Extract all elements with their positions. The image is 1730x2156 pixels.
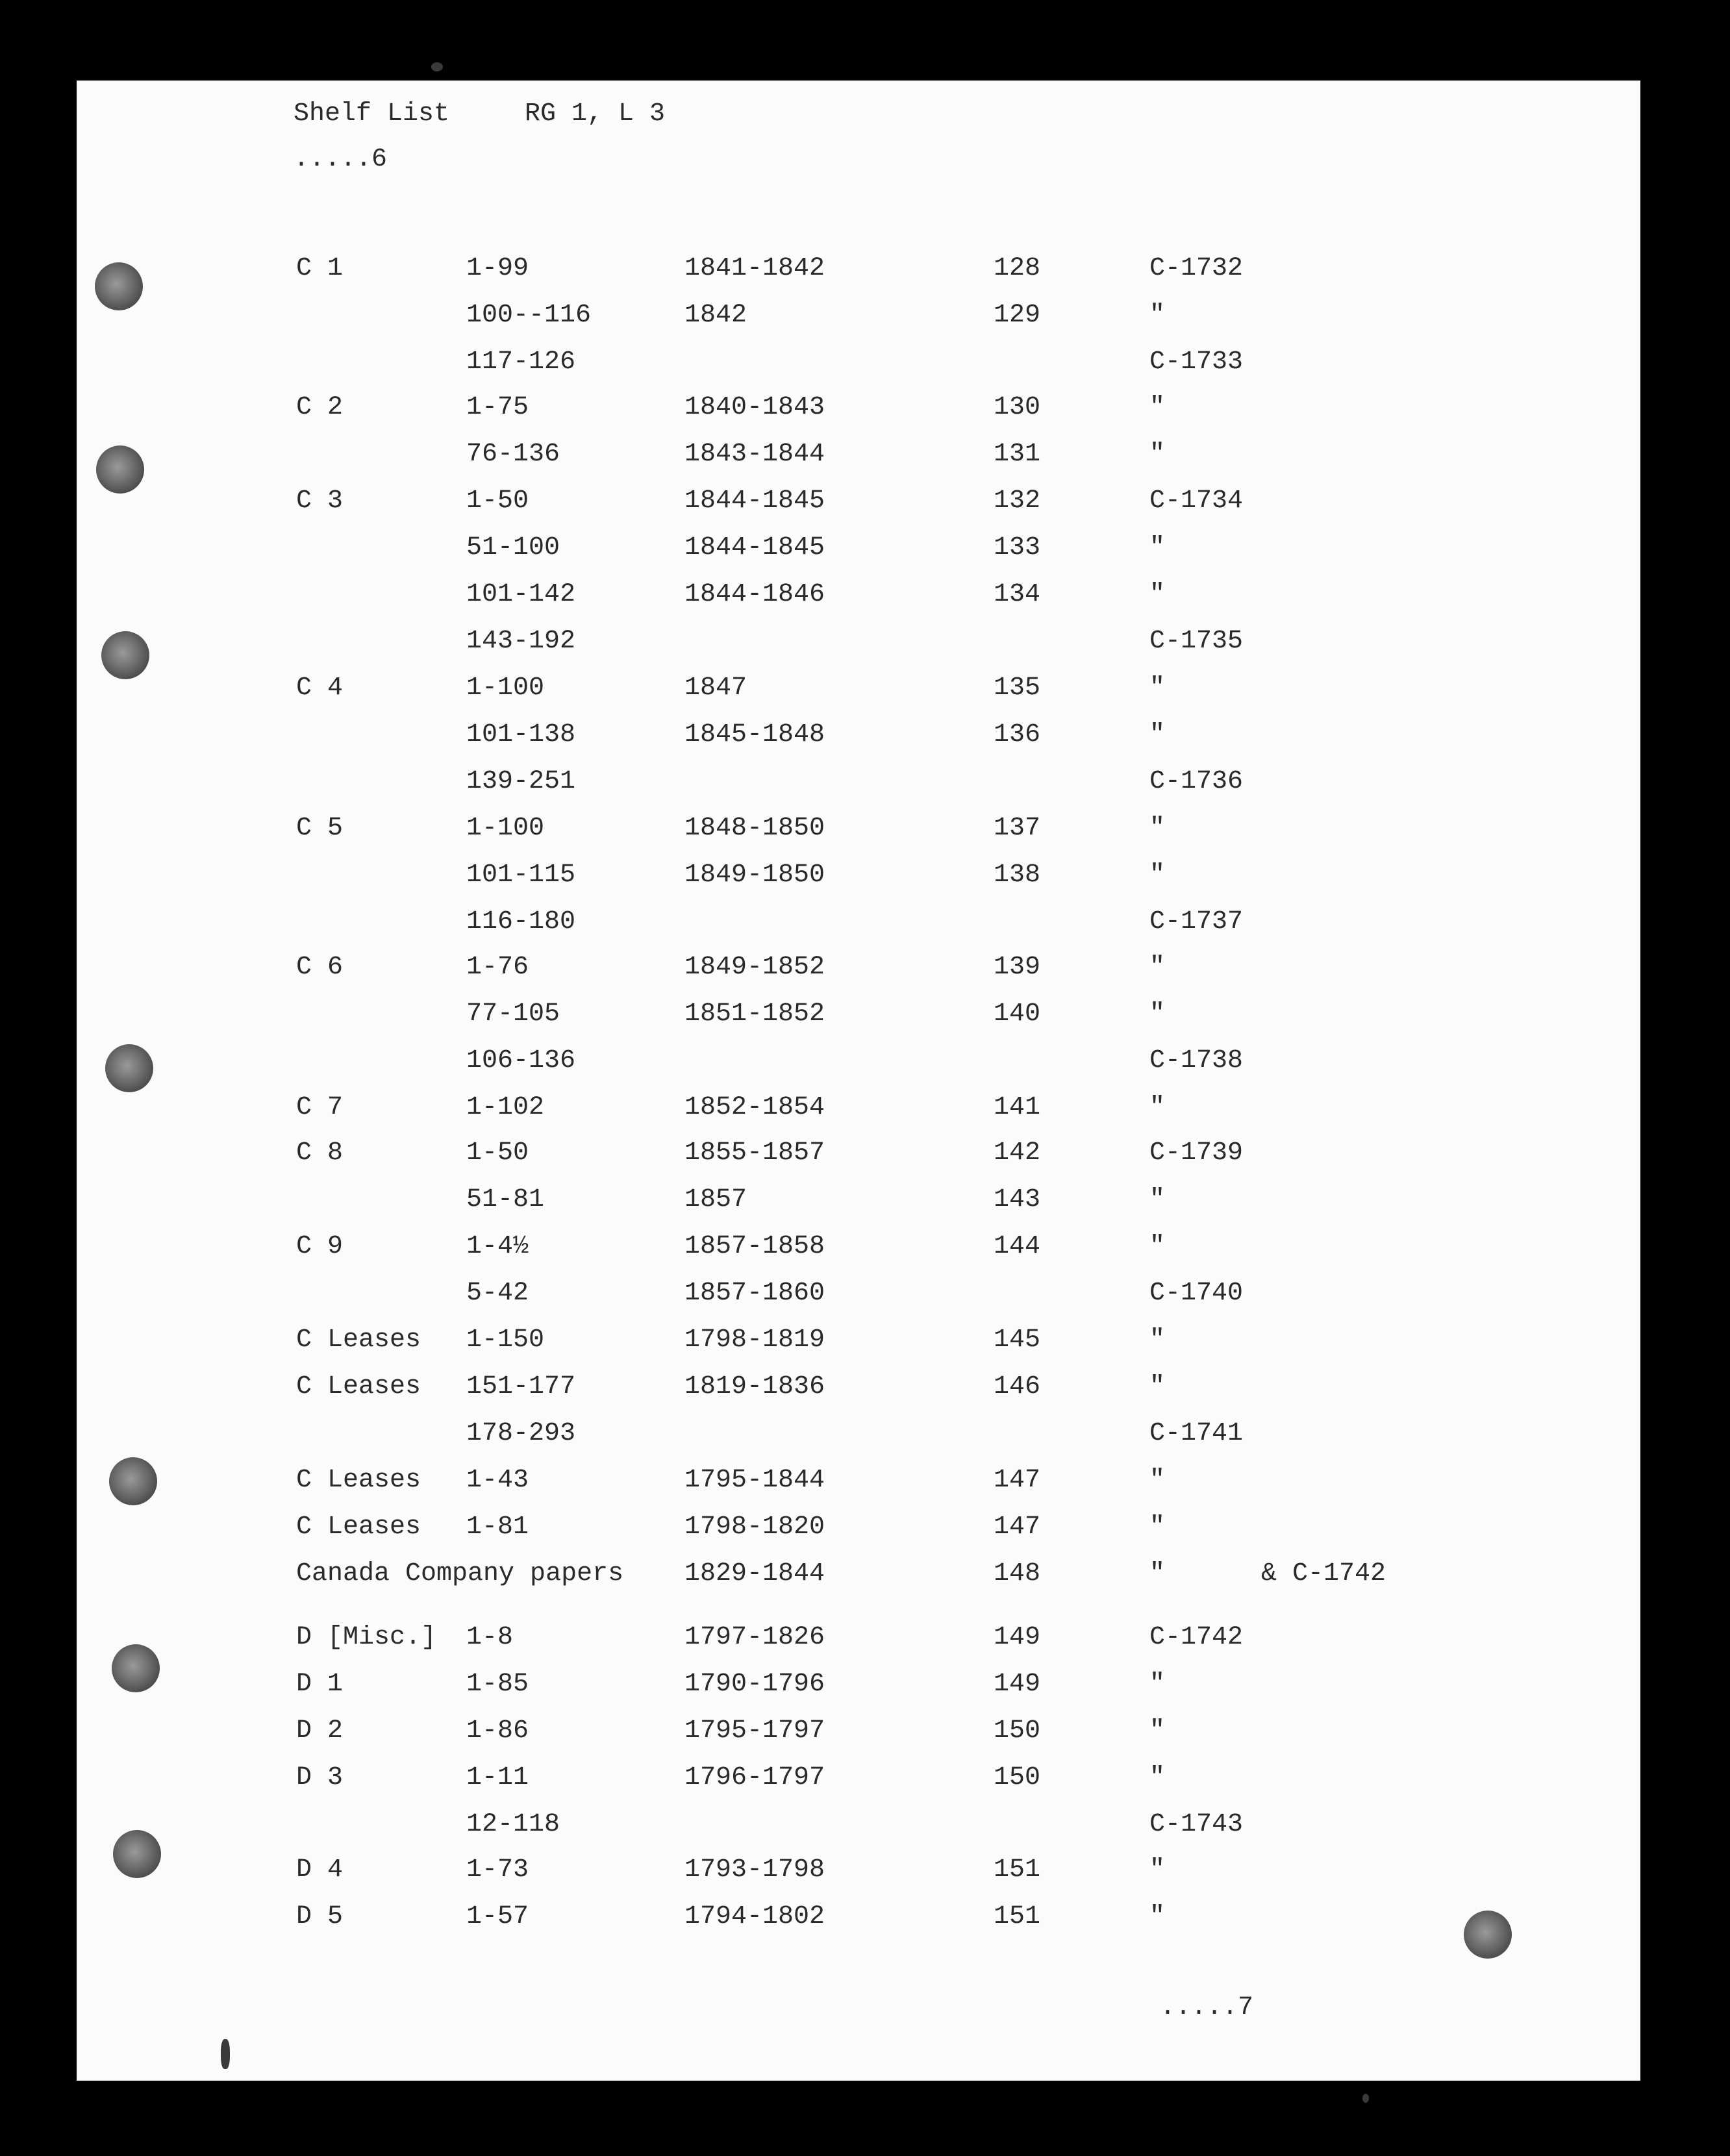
vol-cell: 141 bbox=[994, 1093, 1041, 1122]
range-cell: 143-192 bbox=[466, 627, 576, 656]
series-cell: C 3 bbox=[296, 486, 344, 516]
series-cell: D 4 bbox=[296, 1855, 344, 1885]
range-cell: 1-99 bbox=[466, 254, 529, 283]
series-cell: C Leases bbox=[296, 1512, 421, 1542]
vol-cell: 135 bbox=[994, 673, 1041, 703]
series-cell: D 5 bbox=[296, 1902, 344, 1931]
range-cell: 101-138 bbox=[466, 720, 576, 749]
vol-cell: 151 bbox=[994, 1902, 1041, 1931]
reel-cell: " bbox=[1149, 1670, 1166, 1699]
table-row bbox=[0, 435, 1730, 474]
reel-cell: " bbox=[1149, 301, 1166, 330]
reel-cell: " bbox=[1149, 1232, 1166, 1261]
vol-cell: 142 bbox=[994, 1138, 1041, 1168]
table-row bbox=[0, 1042, 1730, 1081]
dates-cell: 1797-1826 bbox=[684, 1623, 825, 1652]
table-row bbox=[0, 1759, 1730, 1798]
reel-cell: " bbox=[1149, 580, 1166, 609]
stray-mark bbox=[431, 62, 443, 71]
dates-cell: 1795-1844 bbox=[684, 1466, 825, 1495]
range-cell: 51-100 bbox=[466, 533, 560, 562]
table-row bbox=[0, 1805, 1730, 1844]
reel-cell: " bbox=[1149, 1325, 1166, 1355]
reel-cell: C-1743 bbox=[1149, 1810, 1244, 1839]
vol-cell: 143 bbox=[994, 1185, 1041, 1214]
range-cell: 1-43 bbox=[466, 1466, 529, 1495]
vol-cell: 148 bbox=[994, 1559, 1041, 1588]
range-cell: 101-142 bbox=[466, 580, 576, 609]
vol-cell: 144 bbox=[994, 1232, 1041, 1261]
table-row bbox=[0, 903, 1730, 942]
dates-cell: 1843-1844 bbox=[684, 440, 825, 469]
dates-cell: 1796-1797 bbox=[684, 1763, 825, 1792]
reel-cell: " bbox=[1149, 1466, 1166, 1495]
vol-cell: 147 bbox=[994, 1512, 1041, 1542]
footer-continuation: .....7 bbox=[1160, 1993, 1254, 2022]
vol-cell: 140 bbox=[994, 999, 1041, 1029]
range-cell: 178-293 bbox=[466, 1419, 576, 1448]
vol-cell: 129 bbox=[994, 301, 1041, 330]
series-cell: C Leases bbox=[296, 1466, 421, 1495]
range-cell: 1-86 bbox=[466, 1716, 529, 1746]
range-cell: 116-180 bbox=[466, 907, 576, 936]
range-cell: 1-76 bbox=[466, 953, 529, 982]
reel-cell: C-1739 bbox=[1149, 1138, 1244, 1168]
reel-cell: " bbox=[1149, 1372, 1166, 1401]
reel-cell: C-1736 bbox=[1149, 767, 1244, 796]
series-cell: C 2 bbox=[296, 393, 344, 422]
vol-cell: 138 bbox=[994, 860, 1041, 890]
table-row bbox=[0, 482, 1730, 521]
table-row bbox=[0, 249, 1730, 288]
dates-cell: 1798-1820 bbox=[684, 1512, 825, 1542]
table-row bbox=[0, 1555, 1730, 1594]
header-title: Shelf List bbox=[294, 99, 450, 129]
vol-cell: 130 bbox=[994, 393, 1041, 422]
table-row bbox=[0, 1665, 1730, 1704]
range-cell: 1-57 bbox=[466, 1902, 529, 1931]
header-ref: RG 1, L 3 bbox=[525, 99, 666, 129]
series-cell: D 1 bbox=[296, 1670, 344, 1699]
table-row bbox=[0, 995, 1730, 1034]
vol-cell: 136 bbox=[994, 720, 1041, 749]
dates-cell: 1844-1845 bbox=[684, 486, 825, 516]
table-row bbox=[0, 1414, 1730, 1453]
reel-cell: " bbox=[1149, 860, 1166, 890]
dates-cell: 1844-1845 bbox=[684, 533, 825, 562]
range-cell: 151-177 bbox=[466, 1372, 576, 1401]
range-cell: 1-8 bbox=[466, 1623, 514, 1652]
reel-cell: " bbox=[1149, 533, 1166, 562]
dates-cell: 1842 bbox=[684, 301, 747, 330]
dates-cell: 1790-1796 bbox=[684, 1670, 825, 1699]
table-row bbox=[0, 856, 1730, 895]
range-cell: 76-136 bbox=[466, 440, 560, 469]
dates-cell: 1795-1797 bbox=[684, 1716, 825, 1746]
dates-cell: 1819-1836 bbox=[684, 1372, 825, 1401]
range-cell: 101-115 bbox=[466, 860, 576, 890]
dates-cell: 1793-1798 bbox=[684, 1855, 825, 1885]
reel-cell: C-1737 bbox=[1149, 907, 1244, 936]
reel-cell: " bbox=[1149, 673, 1166, 703]
dates-cell: 1841-1842 bbox=[684, 254, 825, 283]
table-row bbox=[0, 575, 1730, 614]
dates-cell: 1851-1852 bbox=[684, 999, 825, 1029]
reel-cell: " bbox=[1149, 1512, 1166, 1542]
series-cell: C 5 bbox=[296, 814, 344, 843]
table-row bbox=[0, 1618, 1730, 1657]
table-row bbox=[0, 622, 1730, 661]
series-cell: C 4 bbox=[296, 673, 344, 703]
table-row bbox=[0, 1712, 1730, 1751]
series-cell: C 9 bbox=[296, 1232, 344, 1261]
dates-cell: 1857-1860 bbox=[684, 1279, 825, 1308]
reel-cell: " bbox=[1149, 1716, 1166, 1746]
vol-cell: 134 bbox=[994, 580, 1041, 609]
reel-cell: " bbox=[1149, 1559, 1166, 1588]
table-row bbox=[0, 948, 1730, 987]
range-cell: 1-75 bbox=[466, 393, 529, 422]
vol-cell: 137 bbox=[994, 814, 1041, 843]
range-cell: 1-11 bbox=[466, 1763, 529, 1792]
reel-cell: C-1735 bbox=[1149, 627, 1244, 656]
extra-cell: & C-1742 bbox=[1261, 1559, 1386, 1588]
range-cell: 1-50 bbox=[466, 486, 529, 516]
vol-cell: 149 bbox=[994, 1623, 1041, 1652]
table-row bbox=[0, 1368, 1730, 1407]
stray-mark bbox=[1362, 2094, 1369, 2103]
range-cell: 51-81 bbox=[466, 1185, 545, 1214]
table-row bbox=[0, 716, 1730, 755]
table-row bbox=[0, 343, 1730, 382]
series-cell: D 3 bbox=[296, 1763, 344, 1792]
table-row bbox=[0, 669, 1730, 708]
dates-cell: 1852-1854 bbox=[684, 1093, 825, 1122]
table-row bbox=[0, 1461, 1730, 1500]
table-row bbox=[0, 1274, 1730, 1313]
dates-cell: 1829-1844 bbox=[684, 1559, 825, 1588]
table-row bbox=[0, 388, 1730, 427]
reel-cell: C-1740 bbox=[1149, 1279, 1244, 1308]
table-row bbox=[0, 1851, 1730, 1890]
reel-cell: " bbox=[1149, 1902, 1166, 1931]
reel-cell: " bbox=[1149, 393, 1166, 422]
range-cell: 1-102 bbox=[466, 1093, 545, 1122]
dates-cell: 1798-1819 bbox=[684, 1325, 825, 1355]
series-cell: D 2 bbox=[296, 1716, 344, 1746]
range-cell: 12-118 bbox=[466, 1810, 560, 1839]
reel-cell: " bbox=[1149, 1093, 1166, 1122]
header-page-number: .....6 bbox=[294, 145, 388, 174]
range-cell: 5-42 bbox=[466, 1279, 529, 1308]
vol-cell: 145 bbox=[994, 1325, 1041, 1355]
reel-cell: C-1742 bbox=[1149, 1623, 1244, 1652]
table-row bbox=[0, 1227, 1730, 1266]
series-cell: C 7 bbox=[296, 1093, 344, 1122]
dates-cell: 1840-1843 bbox=[684, 393, 825, 422]
reel-cell: " bbox=[1149, 1855, 1166, 1885]
dates-cell: 1855-1857 bbox=[684, 1138, 825, 1168]
series-cell: C 8 bbox=[296, 1138, 344, 1168]
range-cell: 77-105 bbox=[466, 999, 560, 1029]
vol-cell: 132 bbox=[994, 486, 1041, 516]
reel-cell: C-1741 bbox=[1149, 1419, 1244, 1448]
table-row bbox=[0, 1508, 1730, 1547]
table-row bbox=[0, 296, 1730, 335]
table-row bbox=[0, 1134, 1730, 1173]
vol-cell: 133 bbox=[994, 533, 1041, 562]
dates-cell: 1844-1846 bbox=[684, 580, 825, 609]
reel-cell: C-1738 bbox=[1149, 1046, 1244, 1075]
vol-cell: 150 bbox=[994, 1763, 1041, 1792]
range-cell: 106-136 bbox=[466, 1046, 576, 1075]
reel-cell: " bbox=[1149, 1763, 1166, 1792]
reel-cell: C-1733 bbox=[1149, 347, 1244, 377]
range-cell: 1-85 bbox=[466, 1670, 529, 1699]
series-cell: C 1 bbox=[296, 254, 344, 283]
dates-cell: 1857 bbox=[684, 1185, 747, 1214]
table-row bbox=[0, 1088, 1730, 1127]
vol-cell: 146 bbox=[994, 1372, 1041, 1401]
dates-cell: 1848-1850 bbox=[684, 814, 825, 843]
vol-cell: 150 bbox=[994, 1716, 1041, 1746]
range-cell: 100--116 bbox=[466, 301, 592, 330]
dates-cell: 1847 bbox=[684, 673, 747, 703]
series-cell: C Leases bbox=[296, 1372, 421, 1401]
series-cell: D [Misc.] bbox=[296, 1623, 437, 1652]
reel-cell: C-1732 bbox=[1149, 254, 1244, 283]
table-row bbox=[0, 809, 1730, 848]
vol-cell: 139 bbox=[994, 953, 1041, 982]
vol-cell: 128 bbox=[994, 254, 1041, 283]
dates-cell: 1849-1852 bbox=[684, 953, 825, 982]
vol-cell: 131 bbox=[994, 440, 1041, 469]
stray-mark bbox=[221, 2039, 230, 2069]
range-cell: 1-50 bbox=[466, 1138, 529, 1168]
table-row bbox=[0, 529, 1730, 568]
table-row bbox=[0, 762, 1730, 801]
range-cell: 1-73 bbox=[466, 1855, 529, 1885]
reel-cell: " bbox=[1149, 953, 1166, 982]
vol-cell: 151 bbox=[994, 1855, 1041, 1885]
range-cell: 139-251 bbox=[466, 767, 576, 796]
series-cell: C Leases bbox=[296, 1325, 421, 1355]
reel-cell: " bbox=[1149, 720, 1166, 749]
range-cell: 1-81 bbox=[466, 1512, 529, 1542]
reel-cell: " bbox=[1149, 999, 1166, 1029]
range-cell: 1-4½ bbox=[466, 1232, 529, 1261]
vol-cell: 147 bbox=[994, 1466, 1041, 1495]
range-cell: 117-126 bbox=[466, 347, 576, 377]
reel-cell: " bbox=[1149, 814, 1166, 843]
dates-cell: 1845-1848 bbox=[684, 720, 825, 749]
dates-cell: 1849-1850 bbox=[684, 860, 825, 890]
series-cell: Canada Company papers bbox=[296, 1559, 624, 1588]
range-cell: 1-100 bbox=[466, 673, 545, 703]
range-cell: 1-150 bbox=[466, 1325, 545, 1355]
table-row bbox=[0, 1181, 1730, 1220]
reel-cell: " bbox=[1149, 1185, 1166, 1214]
dates-cell: 1794-1802 bbox=[684, 1902, 825, 1931]
range-cell: 1-100 bbox=[466, 814, 545, 843]
reel-cell: " bbox=[1149, 440, 1166, 469]
reel-cell: C-1734 bbox=[1149, 486, 1244, 516]
dates-cell: 1857-1858 bbox=[684, 1232, 825, 1261]
table-row bbox=[0, 1898, 1730, 1937]
series-cell: C 6 bbox=[296, 953, 344, 982]
table-row bbox=[0, 1321, 1730, 1360]
vol-cell: 149 bbox=[994, 1670, 1041, 1699]
